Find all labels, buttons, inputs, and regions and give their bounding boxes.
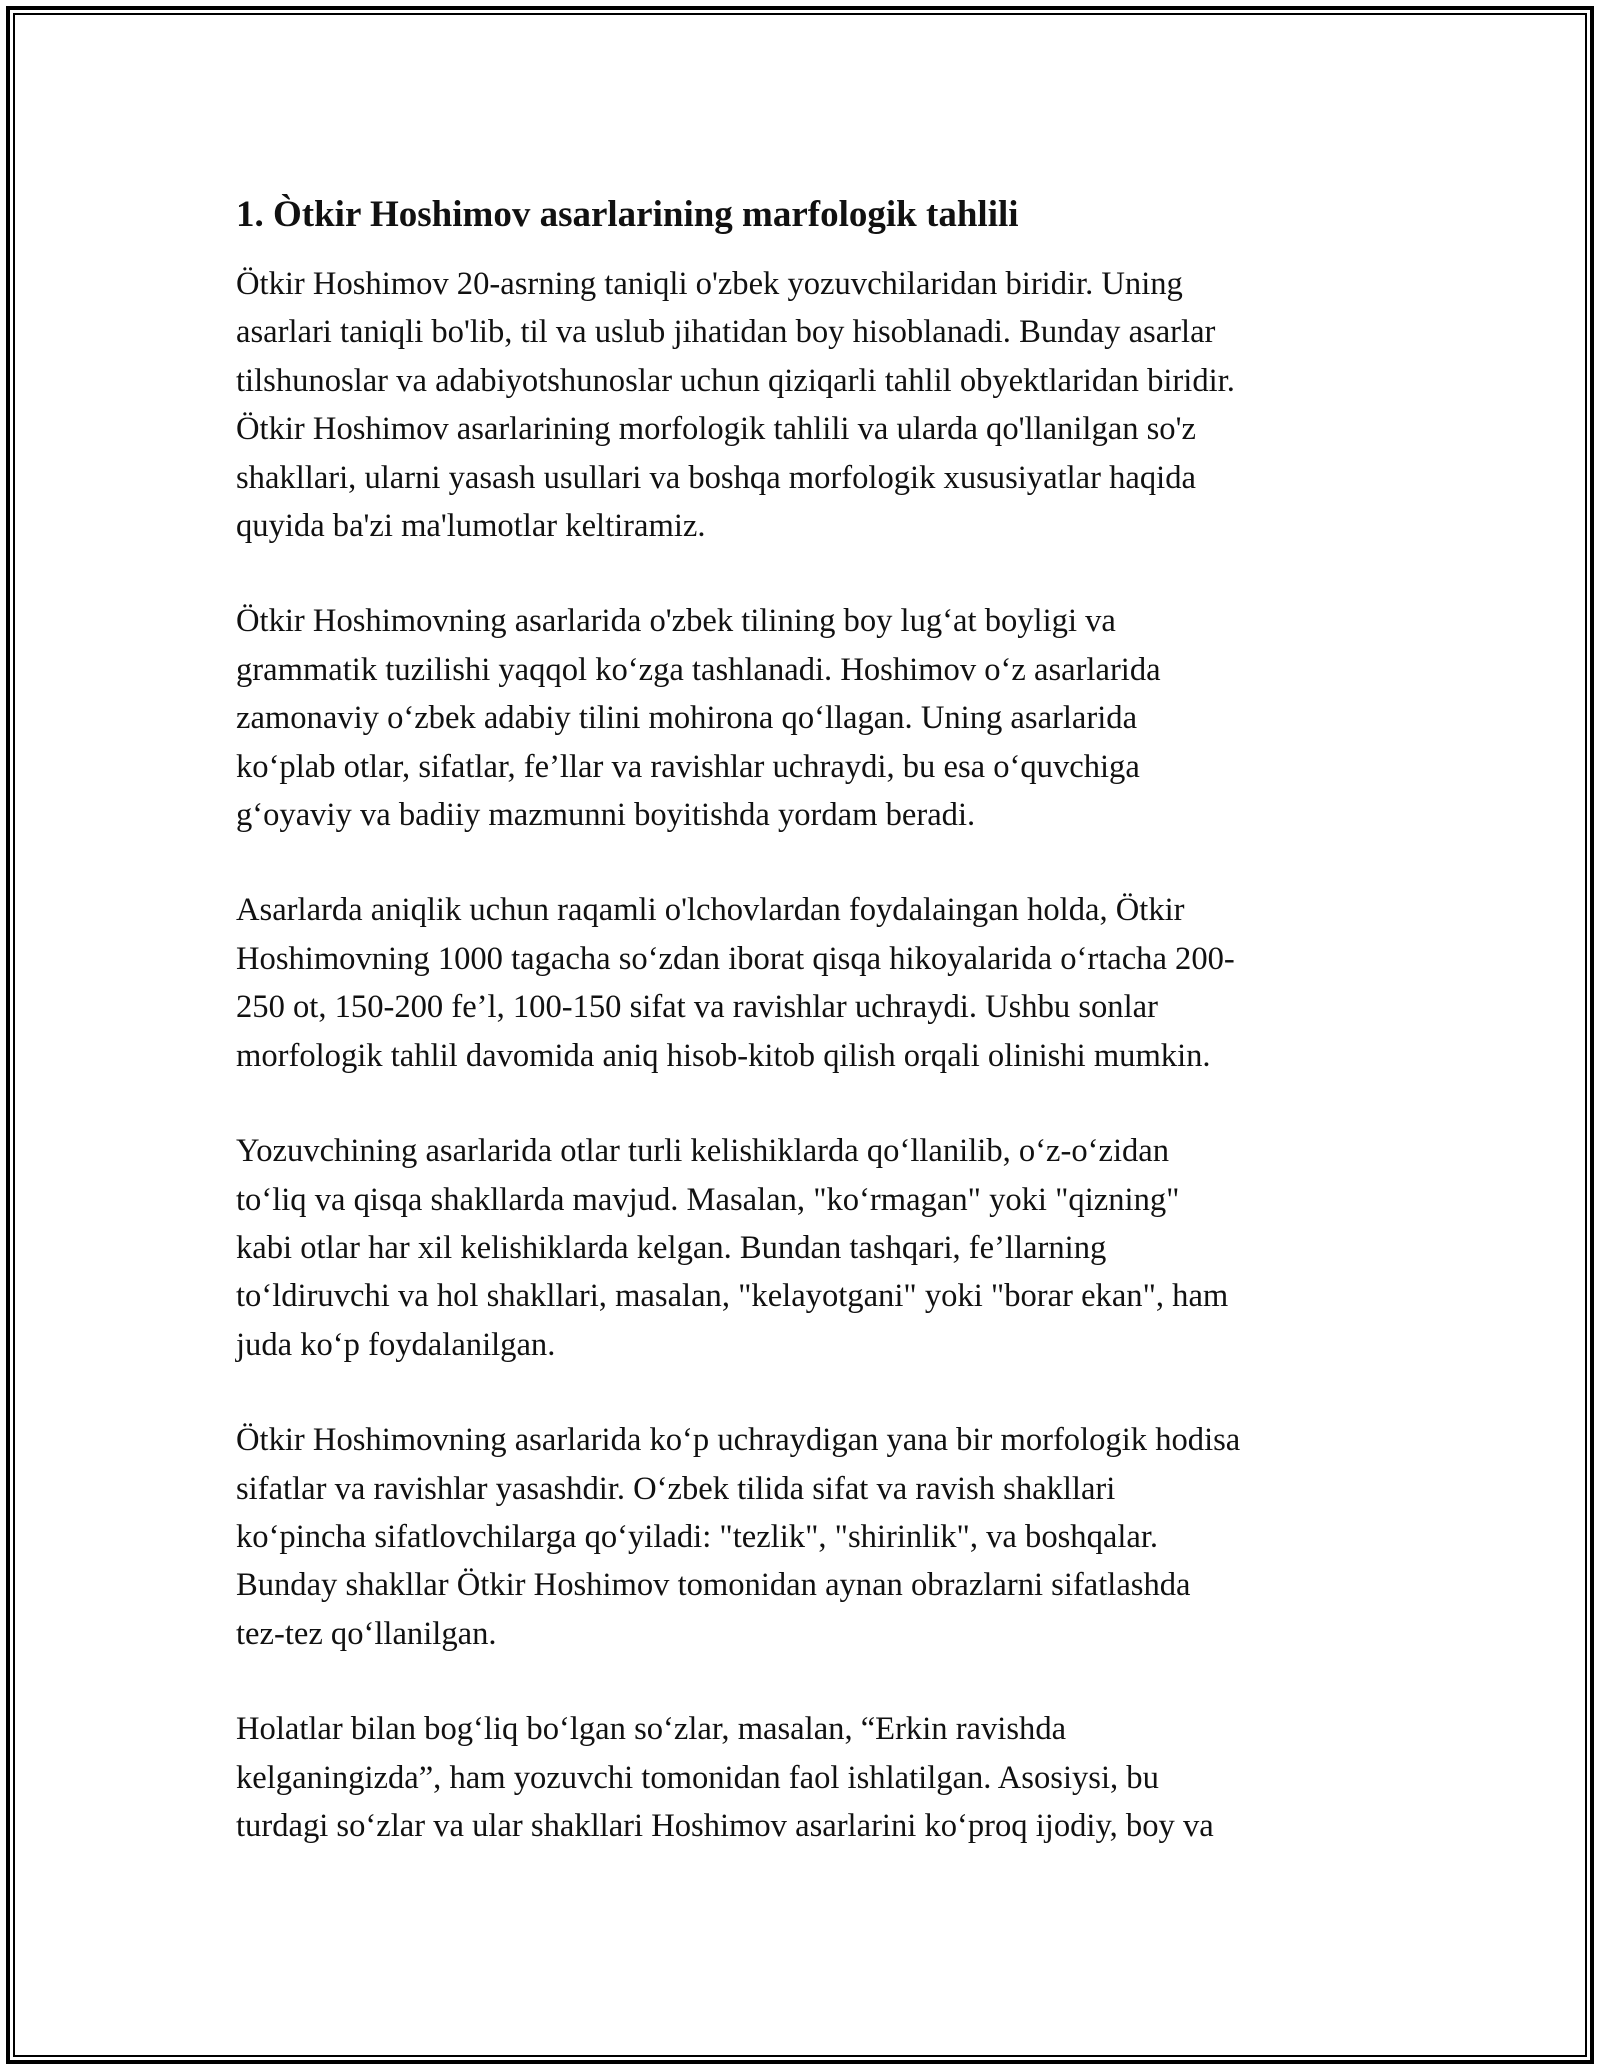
text-line: quyida ba'zi ma'lumotlar keltiramiz. <box>236 508 706 545</box>
text-line: Ötkir Hoshimov asarlarining morfologik tahlili va ularda qo'llanilgan so'z <box>236 411 1196 448</box>
text-line: grammatik tuzilishi yaqqol koʻzga tashlanadi. Hoshimov oʻz asarlarida <box>236 651 1161 688</box>
paragraph-6 <box>236 1705 1386 1850</box>
paragraph-5 <box>236 1416 1386 1658</box>
paragraph-1 <box>236 260 1386 550</box>
text-line: turdagi soʻzlar va ular shakllari Hoshimov asarlarini koʻproq ijodiy, boy va <box>236 1807 1214 1844</box>
text-line: toʻliq va qisqa shakllarda mavjud. Masalan, "koʻrmagan" yoki "qizning" <box>236 1181 1180 1218</box>
text-line: Bunday shakllar Ötkir Hoshimov tomonidan aynan obrazlarni sifatlashda <box>236 1567 1191 1604</box>
text-line: morfologik tahlil davomida aniq hisob-kitob qilish orqali olinishi mumkin. <box>236 1037 1211 1074</box>
document-body <box>236 188 1386 1897</box>
text-line: koʻplab otlar, sifatlar, fe’llar va ravishlar uchraydi, bu esa oʻquvchiga <box>236 748 1140 785</box>
text-line: kelganingizda”, ham yozuvchi tomonidan faol ishlatilgan. Asosiysi, bu <box>236 1759 1159 1796</box>
text-line: toʻldiruvchi va hol shakllari, masalan, "kelayotgani" yoki "borar ekan", ham <box>236 1278 1229 1315</box>
text-line: Ötkir Hoshimov 20-asrning taniqli o'zbek yozuvchilaridan biridir. Uning <box>236 266 1183 302</box>
text-line: Hoshimovning 1000 tagacha soʻzdan iborat qisqa hikoyalarida oʻrtacha 200- <box>236 940 1235 977</box>
section-heading: 1. Òtkir Hoshimov asarlarining marfologik tahlili <box>236 194 1019 235</box>
text-line: juda koʻp foydalanilgan. <box>236 1326 556 1363</box>
text-line: sifatlar va ravishlar yasashdir. Oʻzbek tilida sifat va ravish shakllari <box>236 1470 1116 1507</box>
text-line: asarlari taniqli bo'lib, til va uslub jihatidan boy hisoblanadi. Bunday asarlar <box>236 314 1216 351</box>
text-line: 250 ot, 150-200 fe’l, 100-150 sifat va ravishlar uchraydi. Ushbu sonlar <box>236 989 1158 1026</box>
text-line: tilshunoslar va adabiyotshunoslar uchun qiziqarli tahlil obyektlaridan biridir. <box>236 362 1235 399</box>
text-line: Yozuvchining asarlarida otlar turli kelishiklarda qoʻllanilib, oʻz-oʻzidan <box>236 1133 1170 1170</box>
text-line: Ötkir Hoshimovning asarlarida o'zbek tilining boy lugʻat boyligi va <box>236 603 1116 640</box>
text-line: Ötkir Hoshimovning asarlarida koʻp uchraydigan yana bir morfologik hodisa <box>236 1422 1241 1459</box>
text-line: zamonaviy oʻzbek adabiy tilini mohirona qoʻllagan. Uning asarlarida <box>236 700 1138 737</box>
paragraph-2 <box>236 597 1386 839</box>
paragraph-3 <box>236 886 1386 1080</box>
text-line: Holatlar bilan bogʻliq boʻlgan soʻzlar, masalan, “Erkin ravishda <box>236 1711 1067 1748</box>
text-line: Asarlarda aniqlik uchun raqamli o'lchovlardan foydalaingan holda, Ötkir <box>236 892 1185 929</box>
text-line: gʻoyaviy va badiiy mazmunni boyitishda yordam beradi. <box>236 797 976 834</box>
text-line: shakllari, ularni yasash usullari va boshqa morfologik xususiyatlar haqida <box>236 459 1196 496</box>
text-line: koʻpincha sifatlovchilarga qoʻyiladi: "tezlik", "shirinlik", va boshqalar. <box>236 1518 1159 1555</box>
text-line: tez-tez qoʻllanilgan. <box>236 1615 497 1652</box>
text-line: kabi otlar har xil kelishiklarda kelgan. Bundan tashqari, fe’llarning <box>236 1229 1107 1266</box>
paragraph-4 <box>236 1127 1386 1369</box>
